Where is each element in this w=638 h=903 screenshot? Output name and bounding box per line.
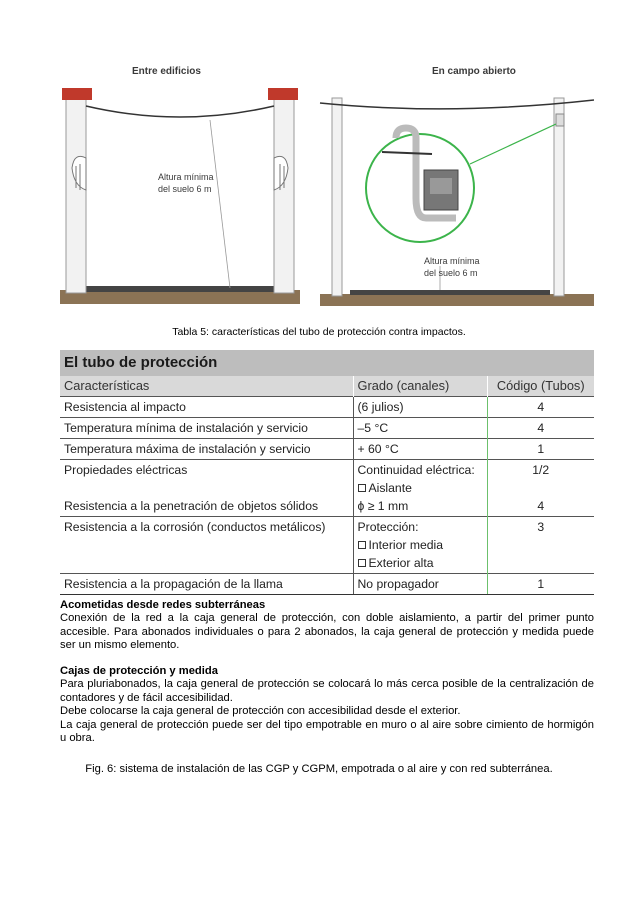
section-body: La caja general de protección puede ser del tipo empotrable en muro o al aire sobre cimiento de hormigón u obra. xyxy=(60,718,594,745)
road-right xyxy=(350,290,550,295)
height-note-left-1: Altura mínima xyxy=(158,172,214,182)
figure-label-right: En campo abierto xyxy=(432,66,516,77)
building-right xyxy=(274,98,294,293)
ground-right xyxy=(320,294,594,306)
table-row-flame: Resistencia a la propagación de la llama No propagador 1 xyxy=(60,574,594,595)
section-boxes xyxy=(60,665,594,745)
table-caption: Tabla 5: características del tubo de protección contra impactos. xyxy=(172,326,466,338)
protection-table xyxy=(60,350,594,595)
checkbox-icon xyxy=(358,541,366,549)
figure-caption: Fig. 6: sistema de instalación de las CGP y CGPM, empotrada o al aire y con red subterránea. xyxy=(85,763,553,775)
section-body: Conexión de la red a la caja general de protección, con doble aislamiento, a partir del primer punto accesible. Para abonados individuales o para 2 abonados, la caja general de protección y medida puede ser un mismo elemento. xyxy=(60,612,594,652)
checkbox-icon xyxy=(358,484,366,492)
checkbox-icon xyxy=(358,559,366,567)
table-row: Temperatura mínima de instalación y servicio –5 °C 4 xyxy=(60,418,594,439)
table-row-corrosion: Resistencia a la corrosión (conductos metálicos) Protección: Interior media Exterior alta 3 xyxy=(60,517,594,574)
section-heading: Cajas de protección y medida xyxy=(60,665,218,677)
table-row: Resistencia al impacto (6 julios) 4 xyxy=(60,397,594,418)
header-characteristics: Características xyxy=(60,376,353,397)
pole-left xyxy=(332,98,342,296)
section-body: Para pluriabonados, la caja general de protección se colocará lo más cerca posible de la centralización de contadores y de fácil accesibilidad. xyxy=(60,678,594,704)
table-row: Temperatura máxima de instalación y servicio + 60 °C 1 xyxy=(60,439,594,460)
height-note-right-1: Altura mínima xyxy=(424,256,480,266)
figure-label-left: Entre edificios xyxy=(132,66,201,77)
ground-left xyxy=(60,290,300,304)
cable-left xyxy=(86,106,274,117)
installation-figure xyxy=(60,58,594,318)
pole-right xyxy=(554,98,564,296)
section-heading: Acometidas desde redes subterráneas xyxy=(60,599,266,611)
roof-left xyxy=(62,88,92,100)
header-grade: Grado (canales) xyxy=(353,376,487,397)
road-left xyxy=(80,286,280,292)
height-note-right-2: del suelo 6 m xyxy=(424,268,478,278)
section-body: Debe colocarse la caja general de protección con accesibilidad desde el exterior. xyxy=(60,705,461,718)
height-note-left-2: del suelo 6 m xyxy=(158,184,212,194)
table-title: El tubo de protección xyxy=(60,350,594,376)
roof-right xyxy=(268,88,298,100)
cable-right xyxy=(320,100,594,109)
table-row-electric: Propiedades eléctricas Resistencia a la penetración de objetos sólidos Continuidad eléctrica: Aislante ϕ ≥ 1 mm 1/2 4 xyxy=(60,460,594,517)
header-code: Código (Tubos) xyxy=(487,376,594,397)
building-left xyxy=(66,98,86,293)
section-underground xyxy=(60,599,594,653)
